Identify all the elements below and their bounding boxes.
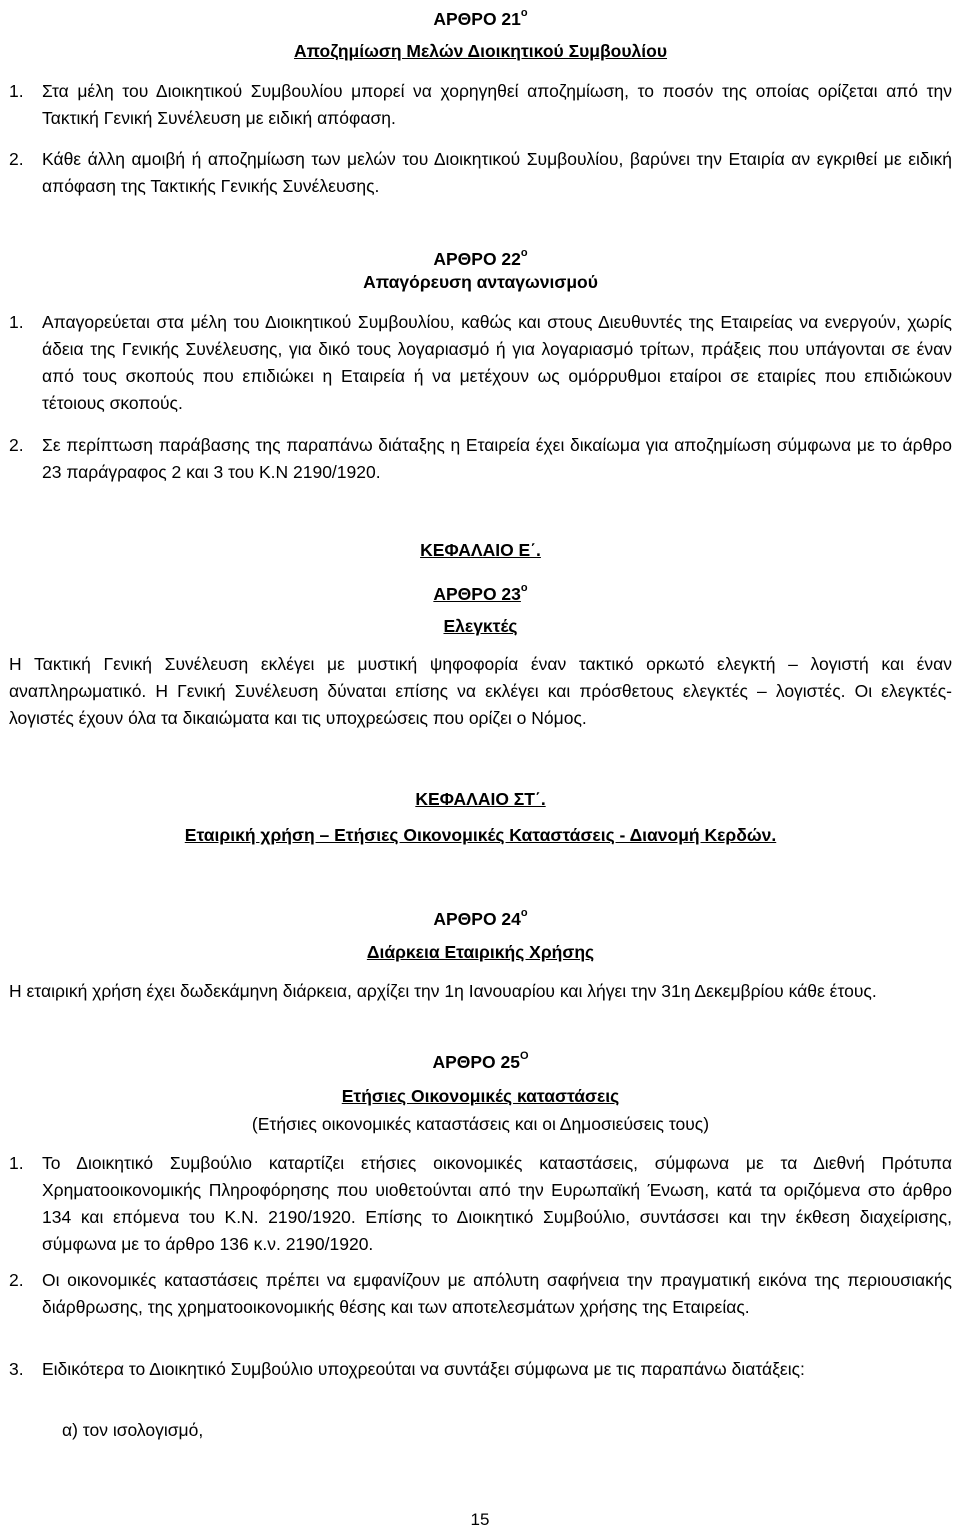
article-25-subtitle: (Ετήσιες οικονομικές καταστάσεις και οι Δημοσιεύσεις τους) <box>251 1114 710 1134</box>
article-25-superscript: Ο <box>519 1050 529 1062</box>
item-text: Το Διοικητικό Συμβούλιο καταρτίζει ετήσιες οικονομικές καταστάσεις, σύμφωνα με τα Διεθνή Πρότυπα Χρηματοοικονομικής Πληροφόρησης που υιοθετούνται από την Ευρωπαϊκή Ένωση, κατά τα οριζόμενα στο άρθρο 134 και επόμενα του Κ.Ν. 2190/1920. Επίσης το Διοικητικό Συμβούλιο, συντάσσει και την έκθεση διαχείρισης, σύμφωνα με το άρθρο 136 κ.ν. 2190/1920. <box>42 1153 952 1254</box>
item-text: Απαγορεύεται στα μέλη του Διοικητικού Συμβουλίου, καθώς και στους Διευθυντές της Εταιρείας να ενεργούν, χωρίς άδεια της Γενικής Συνέλευσης, για δικό τους λογαριασμό ή για λογαριασμό τρίτων, πράξεις που υπάγονται σε έναν από τους σκοπούς που επιδιώκει η Εταιρεία ή να μετέχουν ως ομόρρυθμοι εταίροι σε εταιρίες που επιδιώκουν τέτοιους σκοπούς. <box>42 312 952 413</box>
item-number: 1. <box>9 1153 24 1173</box>
item-text: Στα μέλη του Διοικητικού Συμβουλίου μπορεί να χορηγηθεί αποζημίωση, το ποσόν της οποίας ορίζεται από την Τακτική Γενική Συνέλευση με ειδική απόφαση. <box>42 81 952 128</box>
article-21-item-2 <box>9 146 952 200</box>
article-21-heading <box>9 0 952 33</box>
item-number: 3. <box>9 1359 24 1379</box>
article-21-heading-text: ΑΡΘΡΟ 21 <box>433 9 521 29</box>
item-number: 2. <box>9 435 24 455</box>
chapter-st-title: Εταιρική χρήση – Ετήσιες Οικονομικές Καταστάσεις - Διανομή Κερδών. <box>184 825 777 845</box>
article-22-superscript: ο <box>520 247 528 259</box>
article-25-heading <box>9 1043 952 1076</box>
article-24-title: Διάρκεια Εταιρικής Χρήσης <box>366 942 595 962</box>
article-24-heading <box>9 900 952 933</box>
article-24-heading-text: ΑΡΘΡΟ 24 <box>433 909 521 929</box>
article-21-item-1 <box>9 78 952 132</box>
item-text: Οι οικονομικές καταστάσεις πρέπει να εμφανίζουν με απόλυτη σαφήνεια την πραγματική εικόνα της περιουσιακής διάρθρωσης, της χρηματοοικονομικής θέσης και των αποτελεσμάτων χρήσης της Εταιρείας. <box>42 1270 952 1317</box>
article-21-superscript: ο <box>520 7 528 19</box>
item-text: Κάθε άλλη αμοιβή ή αποζημίωση των μελών του Διοικητικού Συμβουλίου, βαρύνει την Εταιρία αν εγκριθεί με ειδική απόφαση της Τακτικής Γενικής Συνέλευσης. <box>42 149 952 196</box>
page-number: 15 <box>470 1510 490 1529</box>
article-25-heading-text: ΑΡΘΡΟ 25 <box>432 1052 520 1072</box>
article-25-item-1 <box>9 1150 952 1258</box>
chapter-st-label: ΚΕΦΑΛΑΙΟ ΣΤ΄. <box>415 789 546 809</box>
article-22-title: Απαγόρευση ανταγωνισμού <box>363 272 598 292</box>
item-number: 1. <box>9 81 24 101</box>
article-22-item-2 <box>9 432 952 486</box>
chapter-e-label: ΚΕΦΑΛΑΙΟ Ε΄. <box>420 540 541 560</box>
article-24-superscript: ο <box>520 907 528 919</box>
article-23-heading-text: ΑΡΘΡΟ 23 <box>433 584 521 604</box>
item-text: Ειδικότερα το Διοικητικό Συμβούλιο υποχρεούται να συντάξει σύμφωνα με τις παραπάνω διατάξεις: <box>42 1359 805 1379</box>
item-number: 1. <box>9 312 24 332</box>
article-23-title: Ελεγκτές <box>443 616 518 636</box>
article-25-item-2 <box>9 1267 952 1321</box>
article-23-heading <box>9 575 952 608</box>
article-24-text: Η εταιρική χρήση έχει δωδεκάμηνη διάρκεια, αρχίζει την 1η Ιανουαρίου και λήγει την 31η Δεκεμβρίου κάθε έτους. <box>9 981 877 1001</box>
item-text: Σε περίπτωση παράβασης της παραπάνω διάταξης η Εταιρεία έχει δικαίωμα για αποζημίωση σύμφωνα με το άρθρο 23 παράγραφος 2 και 3 του Κ.Ν 2190/1920. <box>42 435 952 482</box>
article-25-item-3 <box>9 1356 952 1383</box>
article-23-superscript: ο <box>520 582 528 594</box>
article-25-title: Ετήσιες Οικονομικές καταστάσεις <box>341 1086 620 1106</box>
article-22-heading-text: ΑΡΘΡΟ 22 <box>433 249 521 269</box>
article-22-item-1 <box>9 309 952 417</box>
item-number: 2. <box>9 149 24 169</box>
article-23-text: Η Τακτική Γενική Συνέλευση εκλέγει με μυστική ψηφοφορία έναν τακτικό ορκωτό ελεγκτή – λογιστή και έναν αναπληρωματικό. Η Γενική Συνέλευση δύναται επίσης να εκλέγει και πρόσθετους ελεγκτές – λογιστές. Οι ελεγκτές-λογιστές έχουν όλα τα δικαιώματα και τις υποχρεώσεις που ορίζει ο Νόμος. <box>9 654 952 728</box>
article-25-subitem-a: α) τον ισολογισμό, <box>62 1420 204 1440</box>
article-21-title: Αποζημίωση Μελών Διοικητικού Συμβουλίου <box>293 41 668 61</box>
item-number: 2. <box>9 1270 24 1290</box>
